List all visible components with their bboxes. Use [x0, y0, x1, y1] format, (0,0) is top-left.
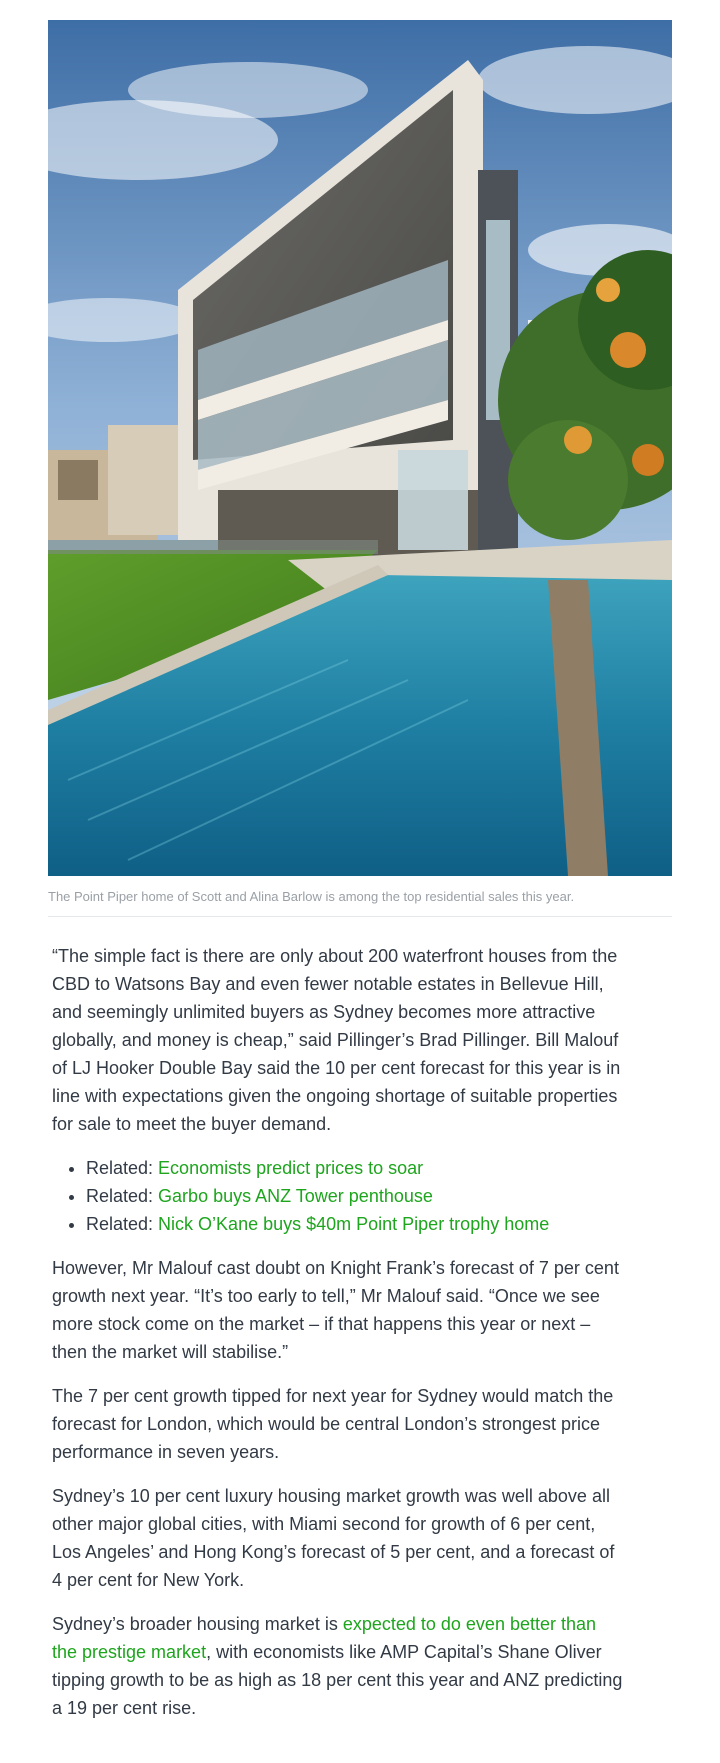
related-prefix: Related: [86, 1158, 159, 1178]
paragraph-2: However, Mr Malouf cast doubt on Knight Frank’s forecast of 7 per cent growth next year. “It’s too early to tell,” Mr Malouf said. “Once we see more stock come on the market – if that happens this year or next – then the market will stabilise.” [52, 1258, 619, 1362]
related-link-garbo[interactable]: Garbo buys ANZ Tower penthouse [158, 1186, 433, 1206]
paragraph-4: Sydney’s 10 per cent luxury housing market growth was well above all other major global cities, with Miami second for growth of 6 per cent, Los Angeles’ and Hong Kong’s forecast of 5 per cent, and a forecast of 4 per cent for New York. [52, 1486, 615, 1590]
article-body [52, 942, 624, 1738]
related-item [86, 1210, 624, 1238]
prestige-market-link[interactable]: expected to do even better than the prestige market [52, 1614, 597, 1662]
related-prefix: Related: [86, 1186, 159, 1206]
caption-divider [48, 916, 672, 917]
related-item [86, 1182, 624, 1210]
paragraph-3: The 7 per cent growth tipped for next year for Sydney would match the forecast for London, which would be central London’s strongest price performance in seven years. [52, 1386, 614, 1462]
related-item [86, 1154, 624, 1182]
paragraph-5-after: , with economists like AMP Capital’s Shane Oliver tipping growth to be as high as 18 per cent this year and ANZ predicting a 19 per cent rise. [52, 1642, 623, 1718]
article-figure [48, 20, 672, 906]
related-links-list [86, 1154, 624, 1238]
house-photo [48, 20, 672, 876]
related-link-nick-okane[interactable]: Nick O’Kane buys $40m Point Piper trophy home [158, 1214, 550, 1234]
paragraph-5 [52, 1610, 624, 1722]
photo-caption: The Point Piper home of Scott and Alina Barlow is among the top residential sales this year. [48, 889, 575, 904]
related-link-economists[interactable]: Economists predict prices to soar [158, 1158, 424, 1178]
paragraph-5-before: Sydney’s broader housing market is [52, 1614, 343, 1634]
paragraph-1: “The simple fact is there are only about 200 waterfront houses from the CBD to Watsons Bay and even fewer notable estates in Bellevue Hill, and seemingly unlimited buyers as Sydney becomes more attractive globally, and money is cheap,” said Pillinger’s Brad Pillinger. Bill Malouf of LJ Hooker Double Bay said the 10 per cent forecast for this year is in line with expectations given the ongoing shortage of suitable properties for sale to meet the buyer demand. [52, 946, 621, 1134]
related-prefix: Related: [86, 1214, 159, 1234]
